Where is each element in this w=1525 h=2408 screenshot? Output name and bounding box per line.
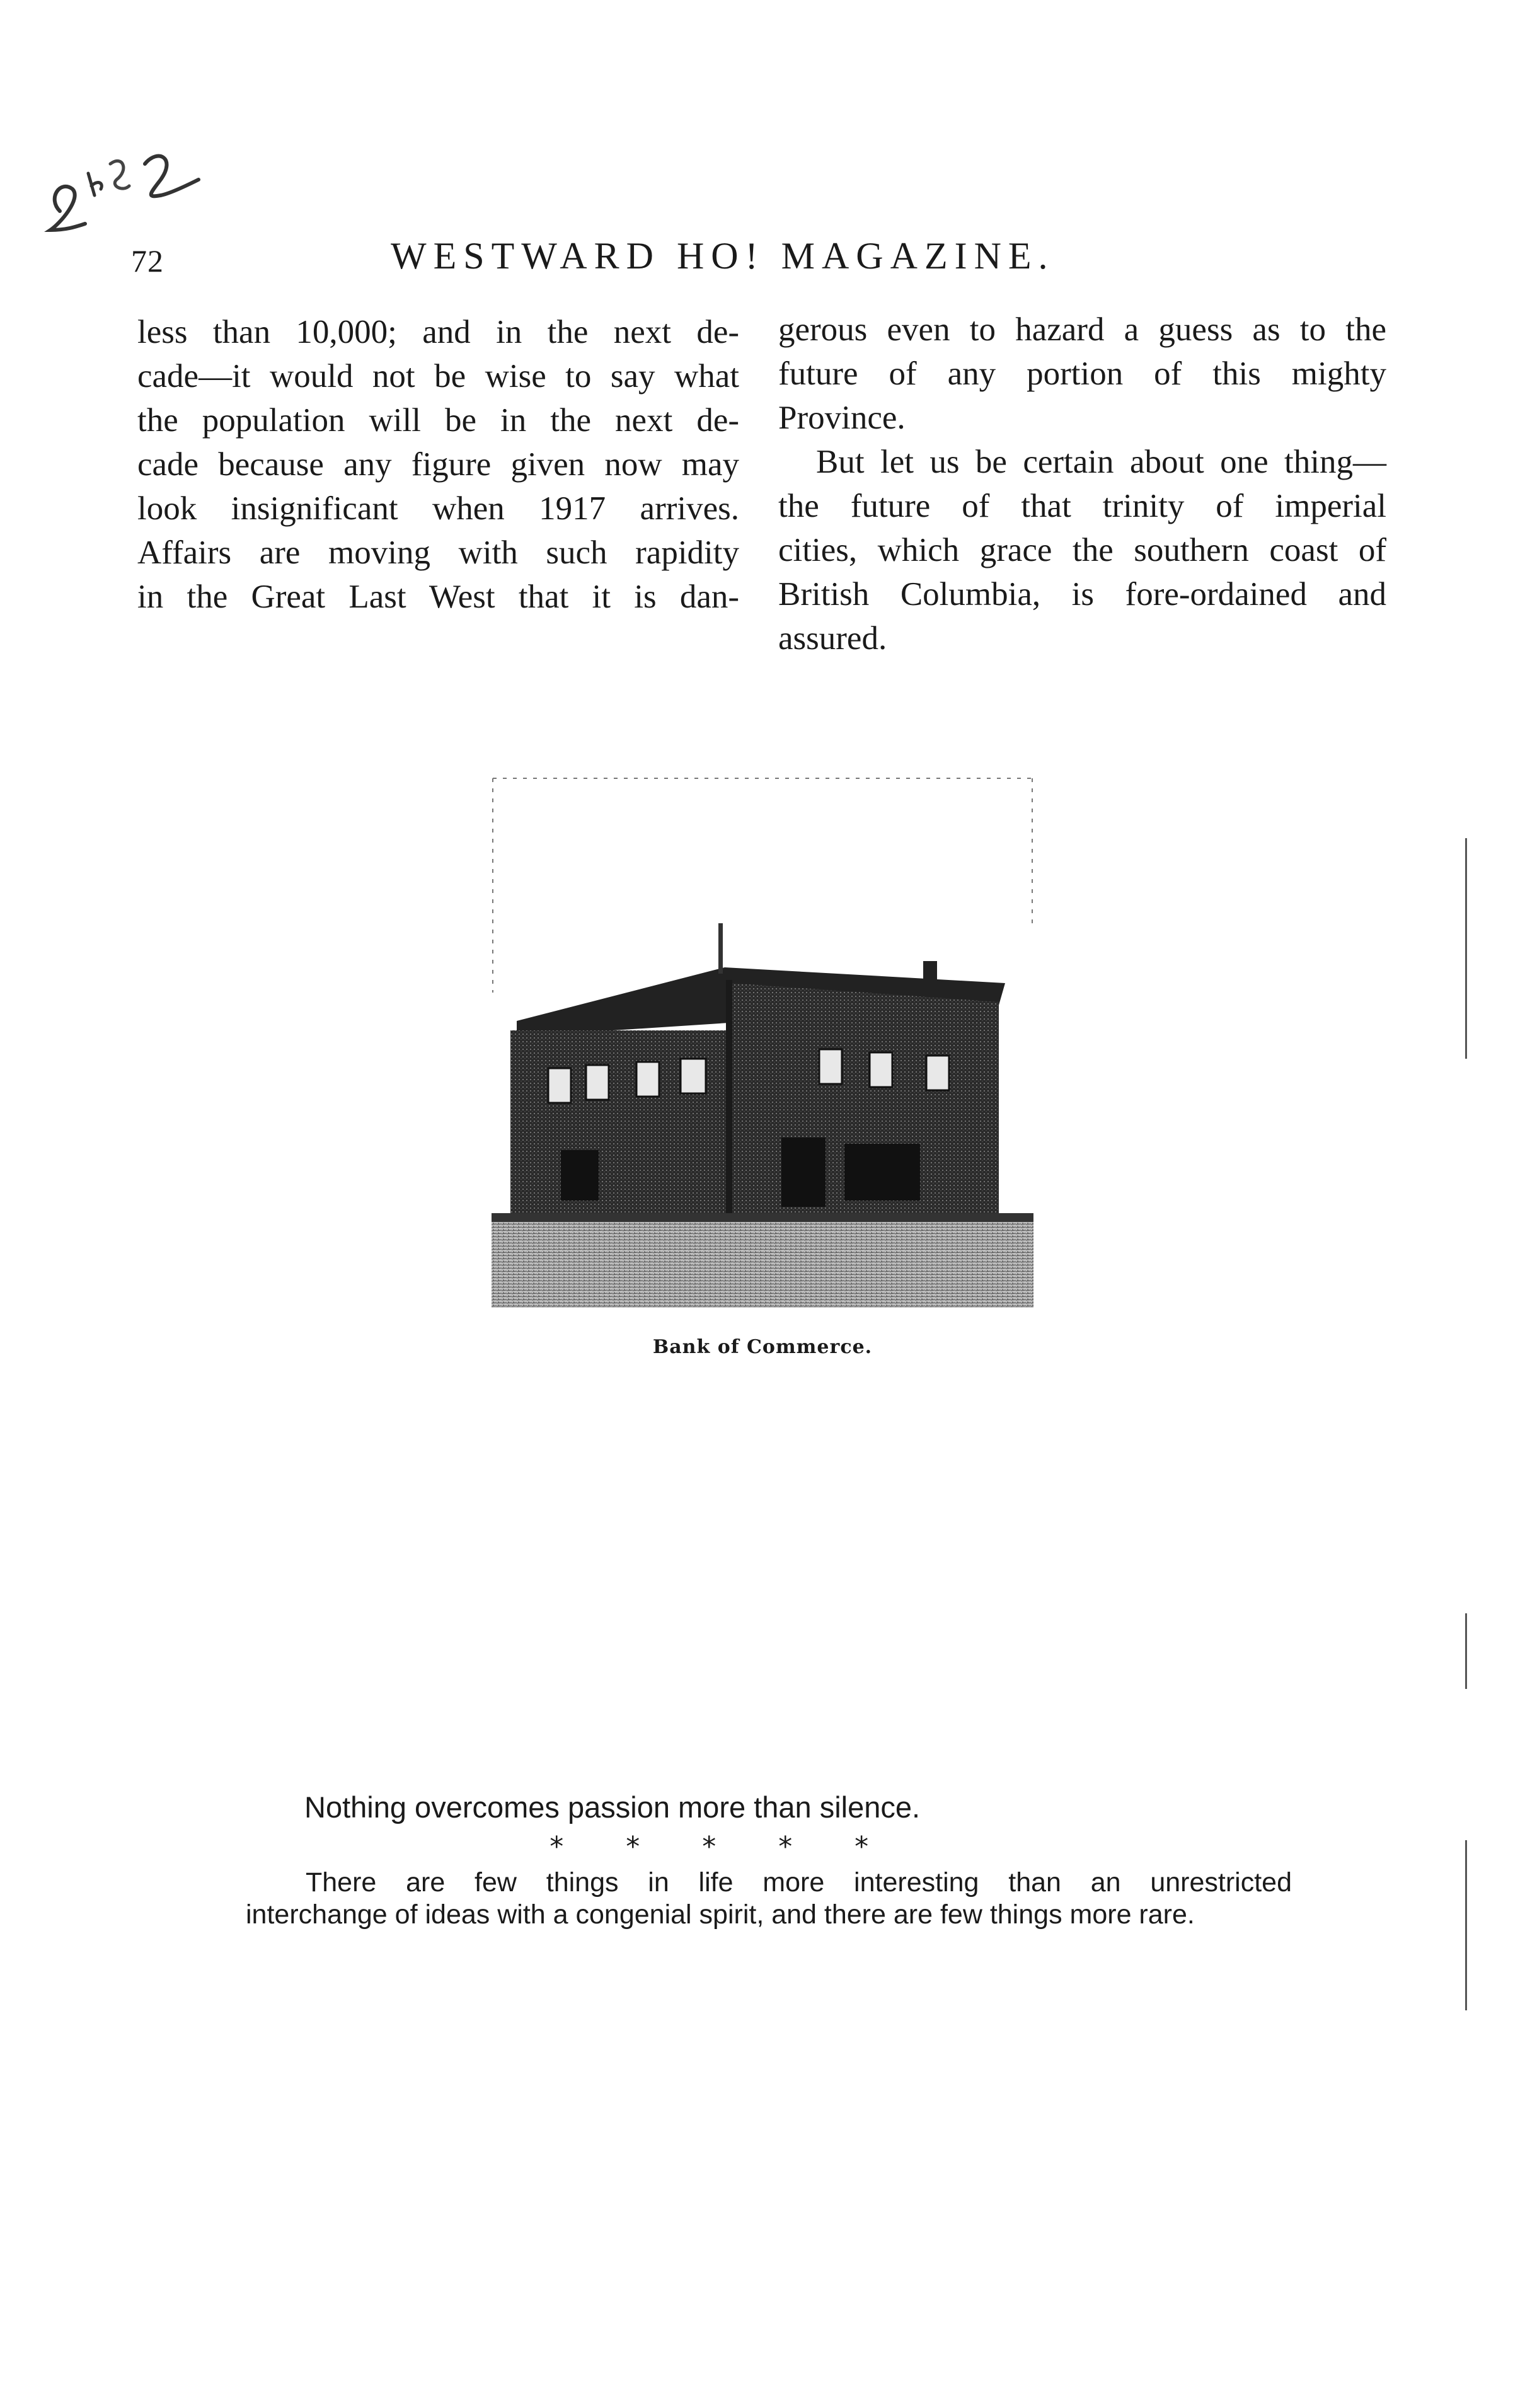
text-line: Province.	[778, 400, 906, 436]
text-line: future of any portion of this mighty	[778, 355, 1386, 392]
bank-building-photo	[492, 772, 1033, 1308]
text-line: look insignificant when 1917 arrives.	[137, 490, 739, 527]
paragraph	[778, 308, 1386, 440]
figure-caption: Bank of Commerce.	[652, 1336, 873, 1358]
text-line: There are few things in life more interesting than an unrestricted	[306, 1867, 1292, 1898]
text-line: British Columbia, is fore-ordained and	[778, 576, 1386, 613]
text-line: interchange of ideas with a congenial spirit, and there are few things more rare.	[246, 1899, 1195, 1930]
scan-edge-mark	[1465, 838, 1467, 1059]
text-line: in the Great Last West that it is dan-	[137, 579, 739, 615]
text-line: gerous even to hazard a guess as to the	[778, 311, 1386, 348]
page-number: 72	[131, 243, 164, 279]
filler-paragraph	[246, 1867, 1292, 1931]
running-title: WESTWARD HO! MAGAZINE.	[391, 235, 1055, 277]
text-line: cities, which grace the southern coast of	[778, 532, 1386, 568]
left-column	[137, 310, 739, 619]
text-line: Affairs are moving with such rapidity	[137, 534, 739, 571]
text-line: But let us be certain about one thing—	[816, 444, 1386, 480]
handwritten-page-mark	[35, 135, 205, 262]
paragraph	[778, 440, 1386, 660]
scan-edge-mark	[1465, 1840, 1467, 2010]
filler-quote: Nothing overcomes passion more than silence.	[304, 1790, 921, 1824]
text-line: the population will be in the next de-	[137, 402, 739, 439]
text-line: cade—it would not be wise to say what	[137, 358, 739, 395]
text-line: the future of that trinity of imperial	[778, 488, 1386, 524]
scan-edge-mark	[1465, 1613, 1467, 1689]
text-line: less than 10,000; and in the next de-	[137, 314, 739, 350]
right-column	[778, 308, 1386, 660]
text-line: assured.	[778, 620, 887, 657]
text-line: cade because any figure given now may	[137, 446, 739, 483]
section-separator: * * * * *	[548, 1831, 873, 1863]
